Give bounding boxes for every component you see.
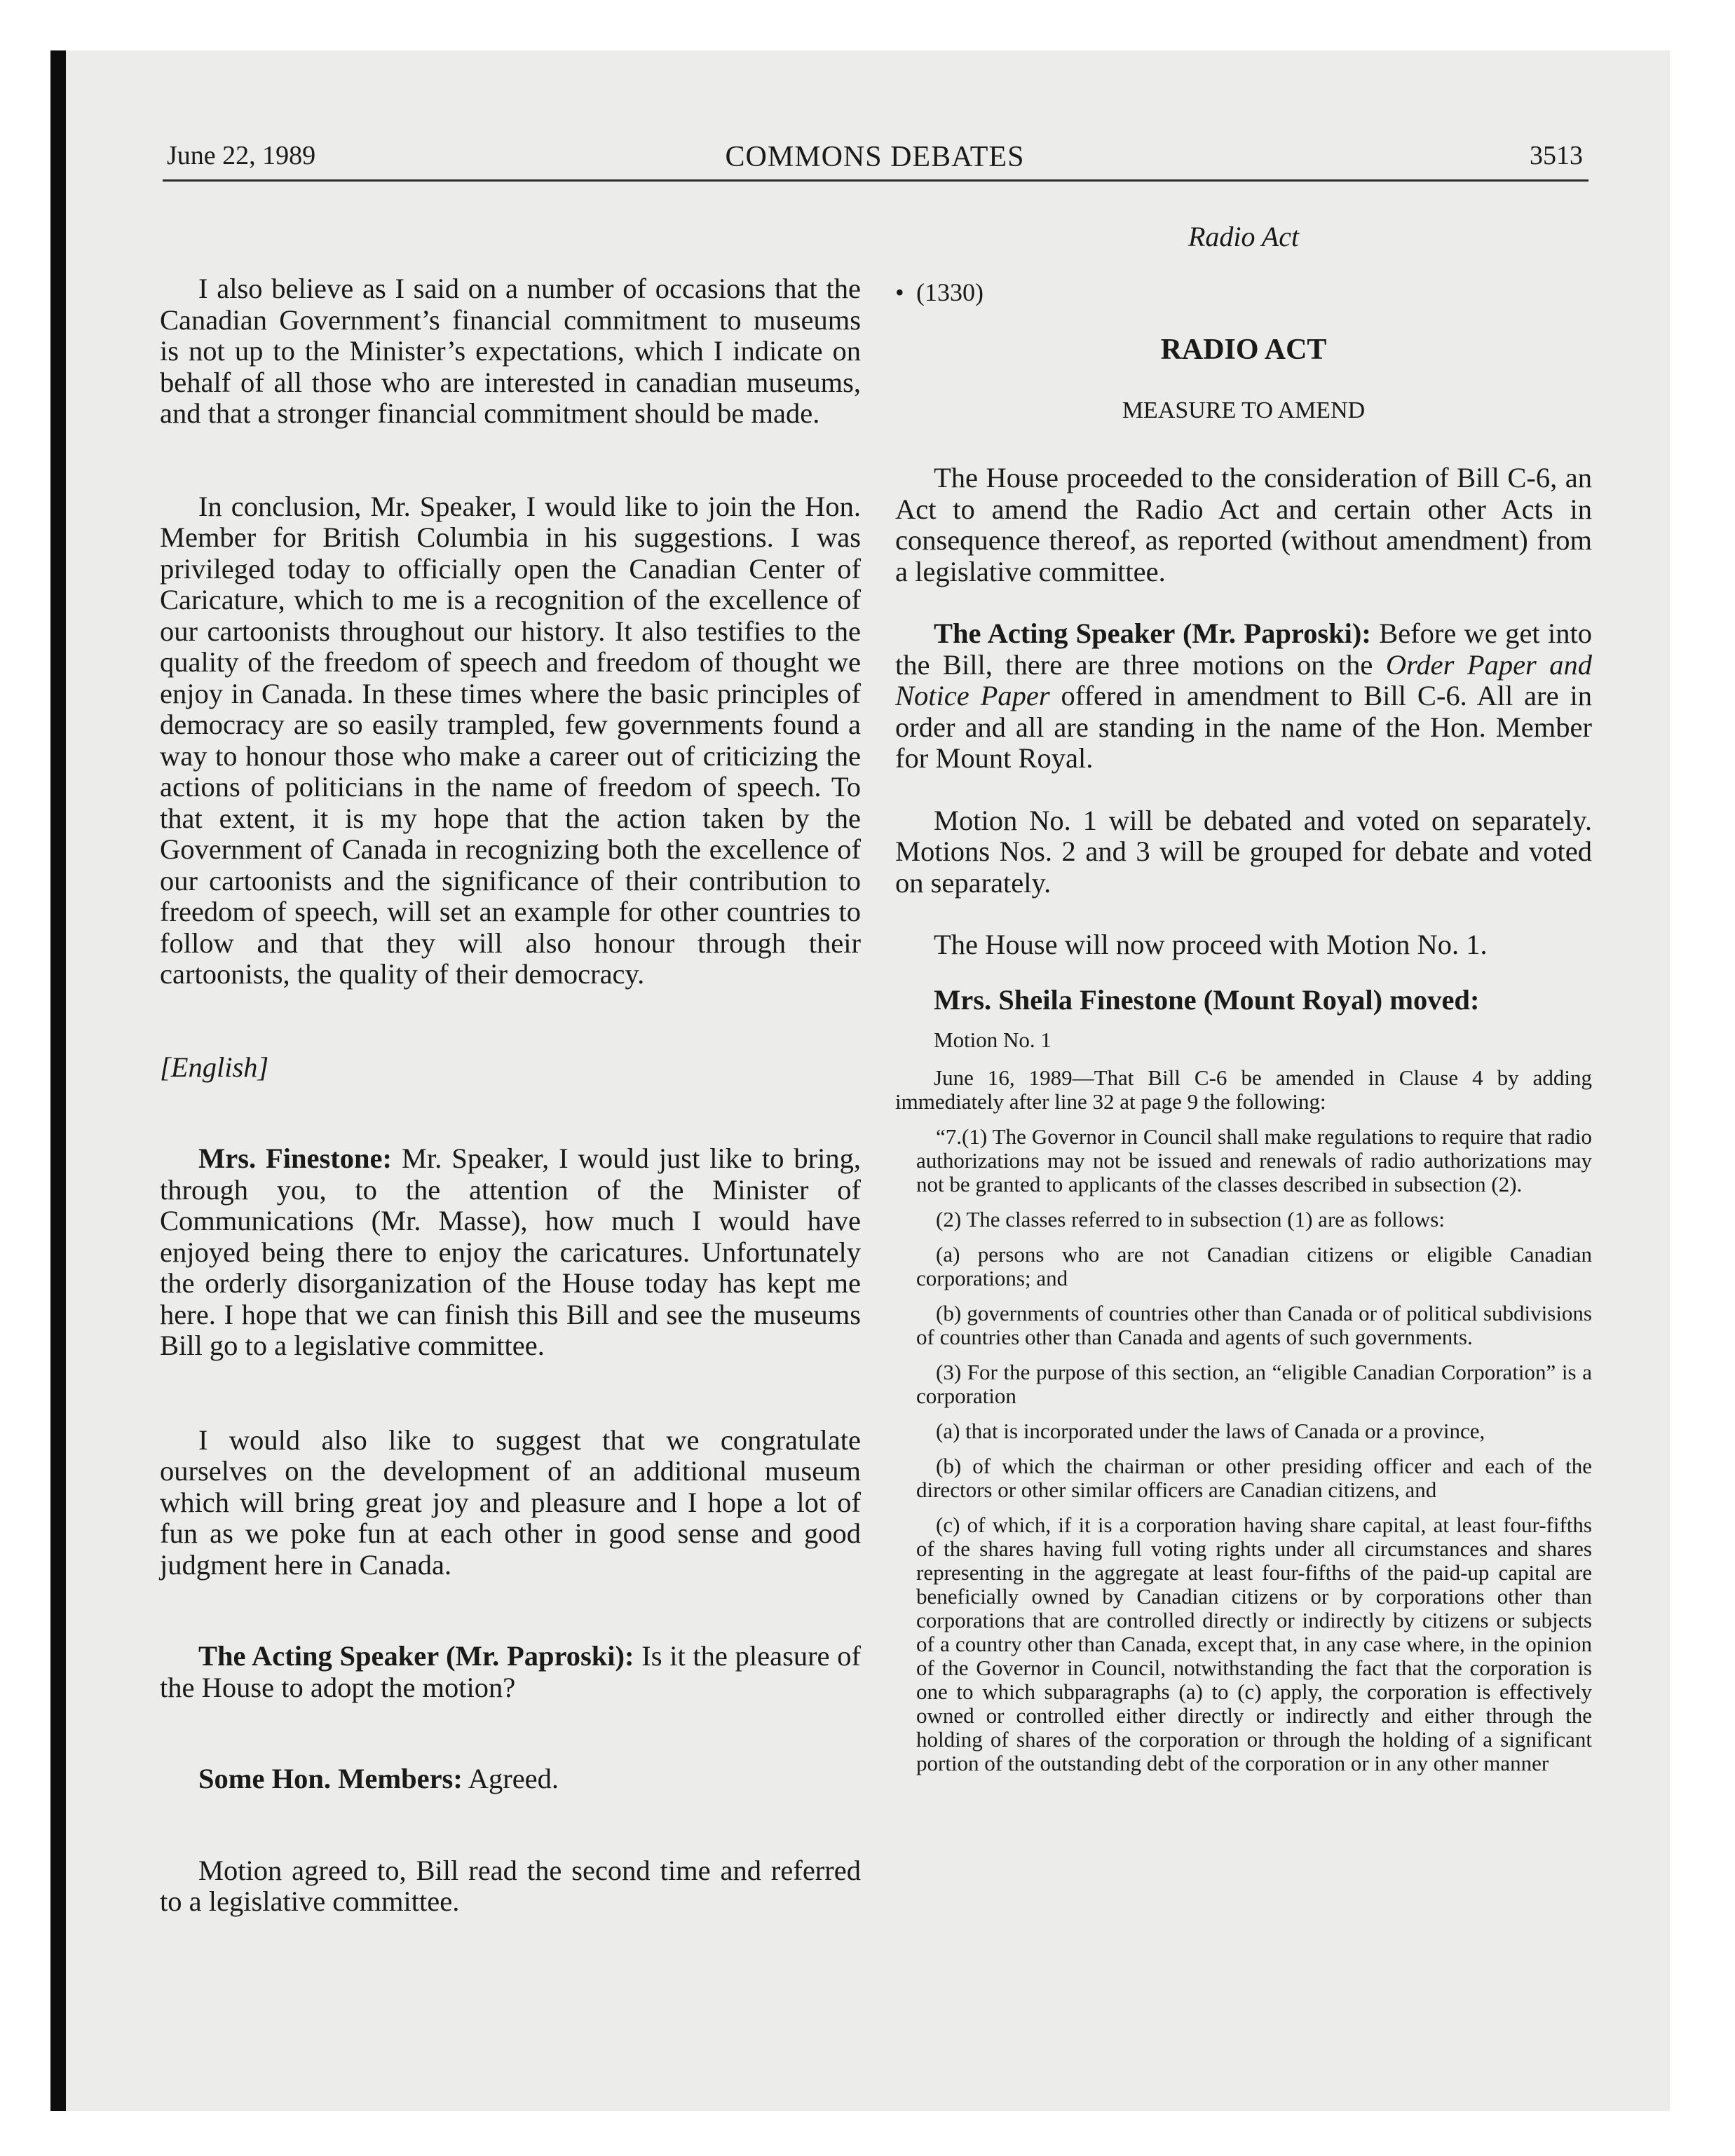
clause-text: (b) governments of countries other than Canada or of political subdivisions of countries other than Canada and agents of such governments. (916, 1301, 1592, 1349)
header-date: June 22, 1989 (167, 141, 316, 170)
paragraph: I also believe as I said on a number of occasions that the Canadian Government’s financial commitment to museums is not up to the Minister’s expectations, which I indicate on behalf of all those who are interested in canadian museums, and that a stronger financial commitment should be made. (160, 273, 861, 429)
paragraph: The House proceeded to the consideration of Bill C-6, an Act to amend the Radio Act and certain other Acts in consequence thereof, as reported (without amendment) from a legislative committee. (895, 462, 1592, 587)
italic-reference: Order Paper and Notice Paper (895, 648, 1593, 711)
clause-text: (a) that is incorporated under the laws of Canada or a province, (936, 1419, 1485, 1443)
speech-text: Agreed. (468, 1763, 559, 1794)
act-subtitle: MEASURE TO AMEND (1122, 397, 1366, 423)
clause-text: (2) The classes referred to in subsection (1) are as follows: (936, 1207, 1445, 1231)
speech-text: Is it the pleasure of the House to adopt the motion? (160, 1640, 861, 1703)
speaker-name: The Acting Speaker (Mr. Paproski): (198, 1640, 634, 1672)
time-tag-text: (1330) (916, 278, 984, 306)
left-column (160, 273, 861, 1918)
paragraph (895, 618, 1592, 775)
paragraph (160, 1763, 861, 1795)
page-header (167, 140, 1583, 182)
paragraph (160, 1641, 861, 1703)
time-tag (895, 277, 1592, 308)
speech-text: offered in amendment to Bill C-6. All are in order and all are standing in the name of the Hon. Member for Mount Royal. (895, 680, 1592, 774)
speaker-name: Some Hon. Members: (198, 1763, 463, 1794)
paragraph: I would also like to suggest that we congratulate ourselves on the development of an additional museum which will bring great joy and pleasure and I hope a lot of fun as we poke fun at each other in good sense and good judgment here in Canada. (160, 1424, 861, 1581)
paragraph (160, 1143, 861, 1362)
speech-text: Mr. Speaker, I would just like to bring, through you, to the attention of the Minister of Communications (Mr. Masse), how much I would have enjoyed being there to enjoy the caricatures. Unfortunately the orderly disorganization of the House today has kept me here. I hope that we can finish this Bill and see the museums Bill go to a legislative committee. (160, 1142, 861, 1361)
clause-text: “7.(1) The Governor in Council shall make regulations to require that radio authorizations may not be issued and renewals of radio authorizations may not be granted to applicants of the classes described in subsection (2). (916, 1124, 1592, 1196)
clause-text: (c) of which, if it is a corporation having share capital, at least four-fifths of the shares having full voting rights under all circumstances and shares representing in the aggregate at least four-fifths of the paid-up capital are beneficially owned by Canadian citizens or by corporations other than corporations that are controlled directly or indirectly by citizens or subjects of a country other than Canada, except that, in any case where, in the opinion of the Governor in Council, notwithstanding the fact that the corporation is one to which subparagraphs (a) to (c) apply, the corporation is effectively owned or controlled either directly or indirectly and either through the holding of shares of the corporation or through the holding of a significant portion of the outstanding debt of the corporation or in any other manner (916, 1513, 1592, 1775)
paragraph: Motion agreed to, Bill read the second time and referred to a legislative committee. (160, 1854, 861, 1917)
running-head: Radio Act (1188, 221, 1300, 252)
bullet-icon: • (895, 278, 904, 306)
header-title: COMMONS DEBATES (725, 141, 1025, 173)
paragraph: The House will now proceed with Motion No. 1. (934, 929, 1488, 960)
clause-text: (a) persons who are not Canadian citizens or eligible Canadian corporations; and (916, 1242, 1592, 1290)
motion-text: June 16, 1989—That Bill C-6 be amended in Clause 4 by adding immediately after line 32 at page 9 the following: (895, 1065, 1592, 1114)
speaker-name: The Acting Speaker (Mr. Paproski): (934, 618, 1371, 649)
header-page-number: 3513 (1530, 141, 1583, 170)
paragraph: Motion No. 1 will be debated and voted on separately. Motions Nos. 2 and 3 will be grouped for debate and voted on separately. (895, 804, 1592, 899)
right-column (895, 221, 1592, 1775)
paragraph: In conclusion, Mr. Speaker, I would like to join the Hon. Member for British Columbia in his suggestions. I was privileged today to officially open the Canadian Center of Caricature, which to me is a recognition of the excellence of our cartoonists throughout our history. It also testifies to the quality of the freedom of speech and freedom of thought we enjoy in Canada. In these times where the basic principles of democracy are so easily trampled, few governments found a way to honour those who make a career out of criticizing the actions of politicians in the name of freedom of speech. To that extent, it is my hope that the action taken by the Government of Canada in recognizing both the excellence of our cartoonists and the significance of their contribution to freedom of speech, will set an example for other countries to follow and that they will also honour through their cartoonists, the quality of their democracy. (160, 490, 861, 990)
language-tag: [English] (160, 1051, 269, 1083)
act-title: RADIO ACT (1160, 334, 1327, 366)
header-rule (163, 179, 1588, 182)
clause-text: (b) of which the chairman or other presiding officer and each of the directors or other similar officers are Canadian citizens, and (916, 1454, 1592, 1502)
motion-label: Motion No. 1 (934, 1028, 1052, 1052)
binding-edge-shadow (50, 50, 66, 2111)
motion-text-block (895, 1028, 1592, 1775)
mover-line: Mrs. Sheila Finestone (Mount Royal) moved: (934, 983, 1480, 1016)
speaker-name: Mrs. Finestone: (198, 1142, 393, 1174)
speech-text: Before we get into the Bill, there are three motions on the (895, 618, 1592, 681)
clause-text: (3) For the purpose of this section, an “eligible Canadian Corporation” is a corporation (916, 1360, 1592, 1408)
